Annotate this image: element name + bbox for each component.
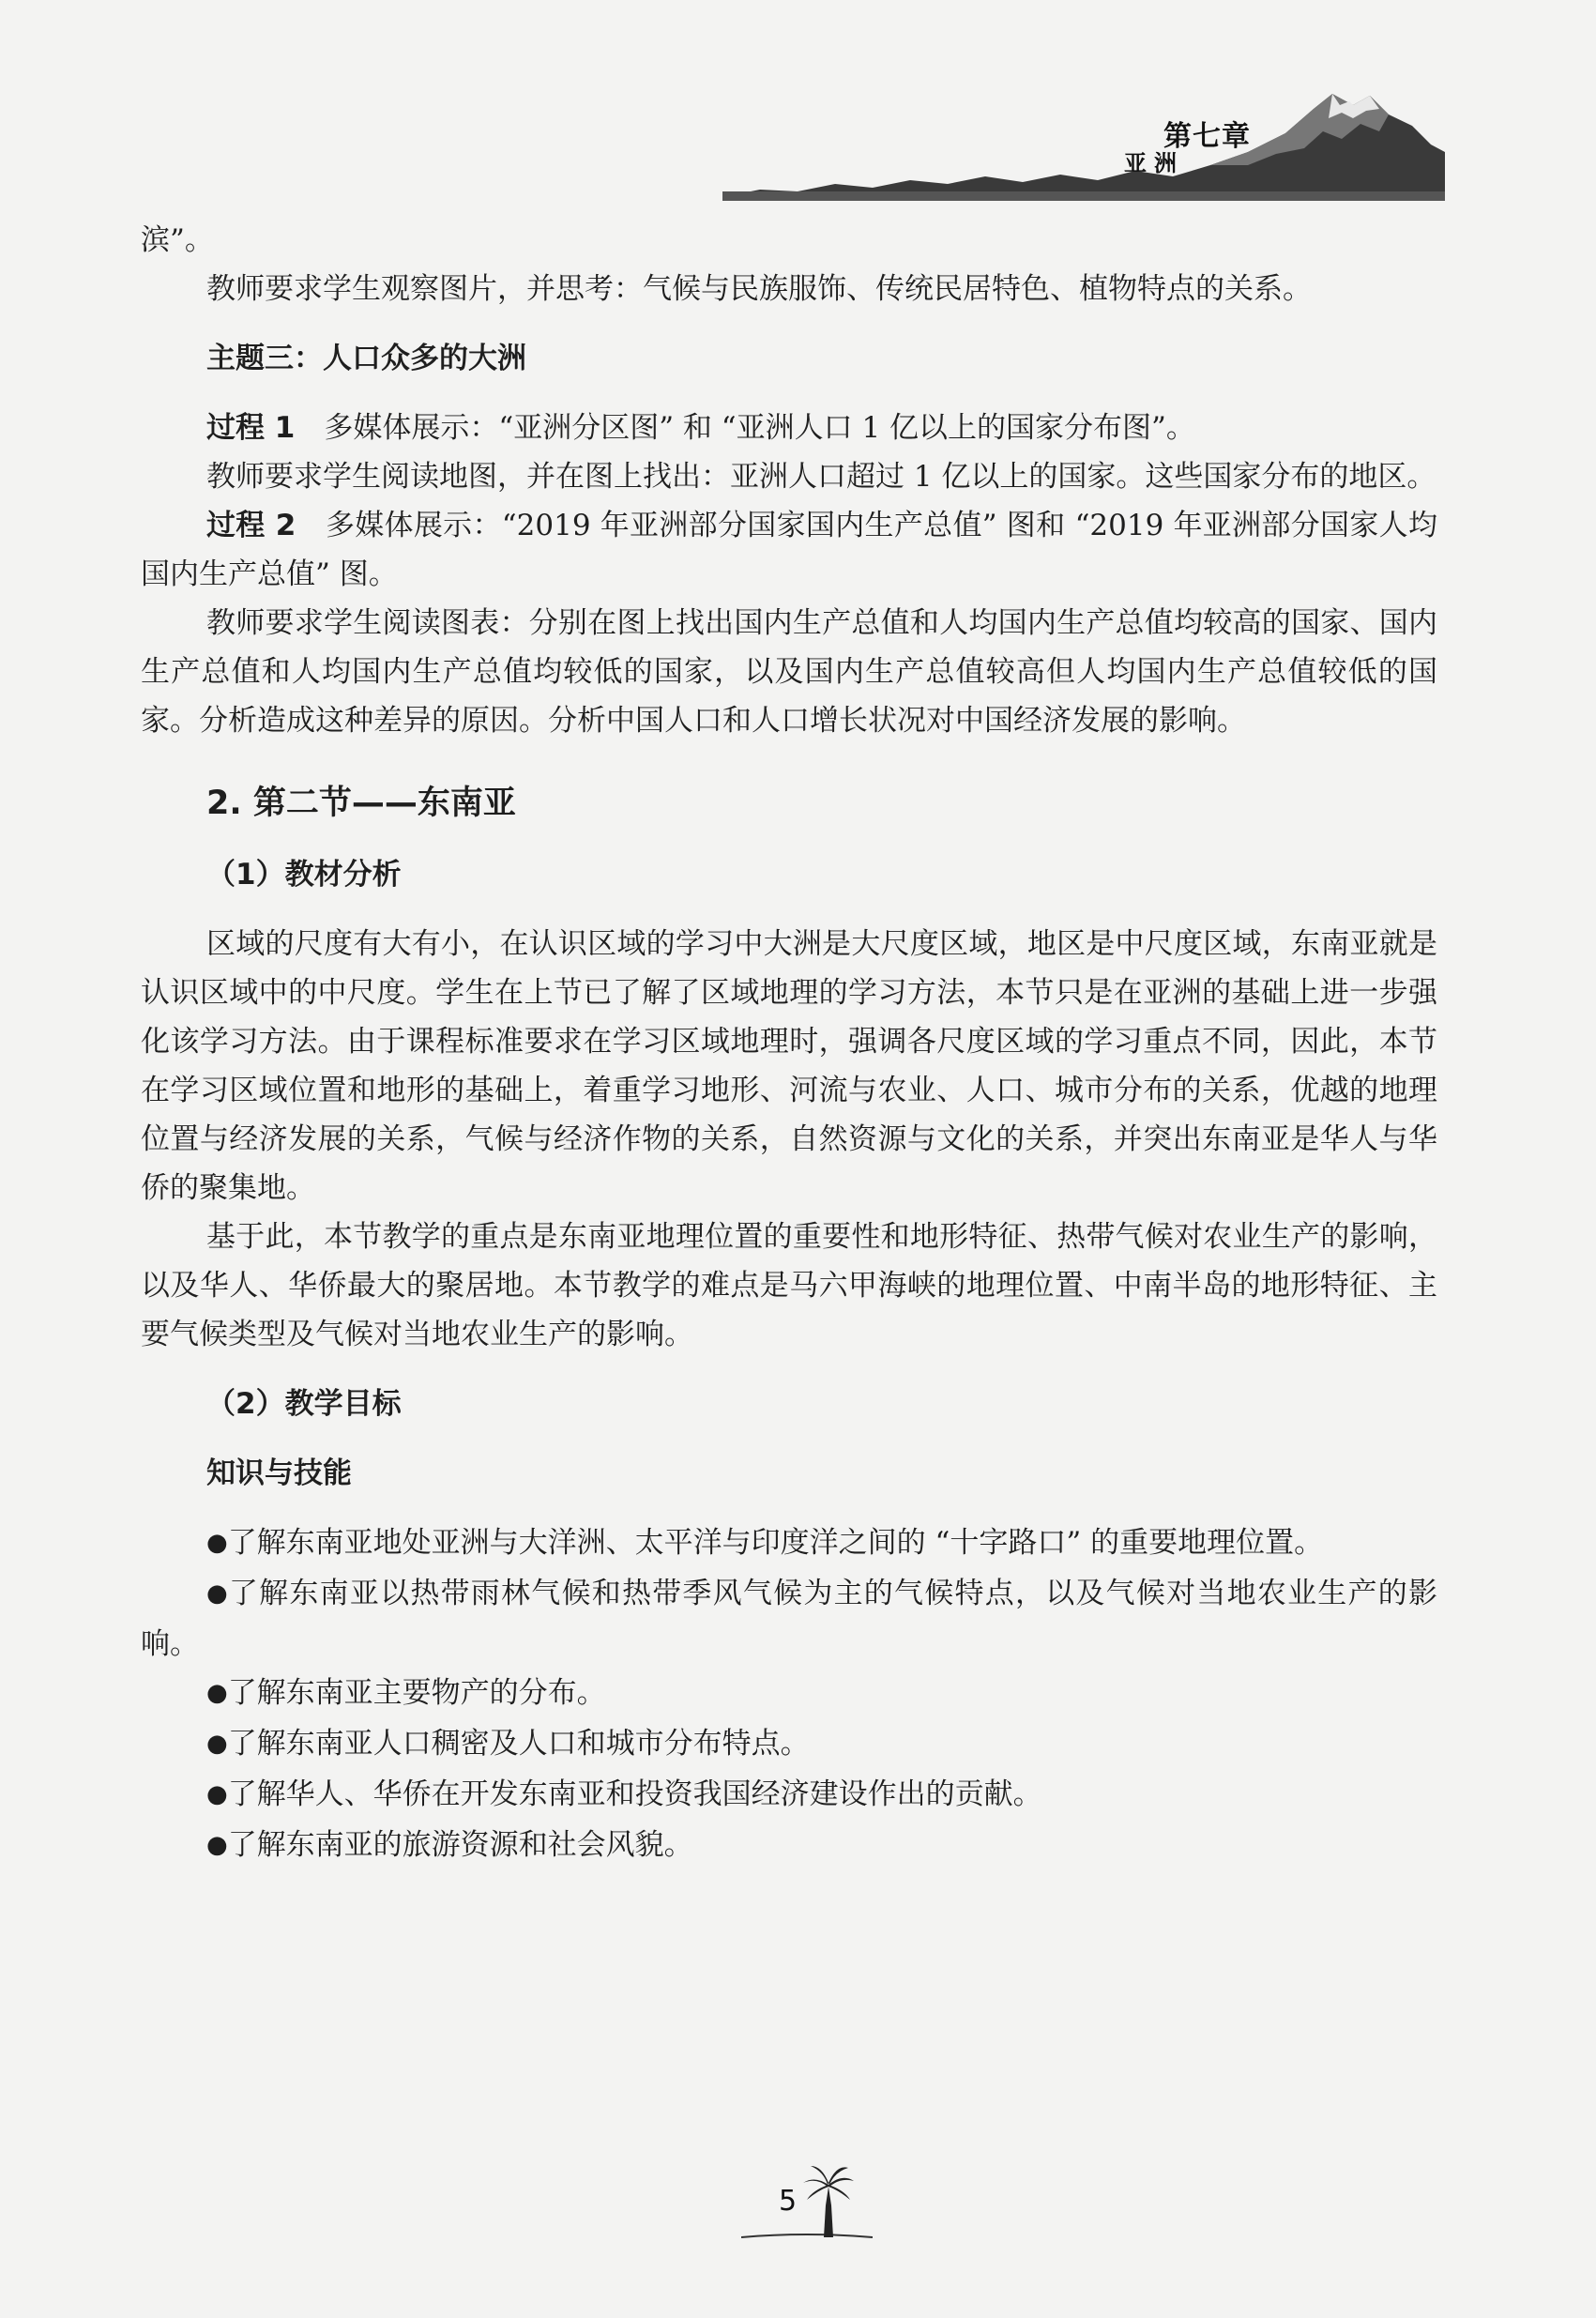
bullet-icon: ●: [206, 1730, 228, 1758]
subsection-heading: （1）教材分析: [206, 858, 402, 892]
chapter-header: [722, 86, 1445, 204]
paragraph: 教师要求学生阅读地图，并在图上找出：亚洲人口超过 1 亿以上的国家。这些国家分布的地区。: [206, 460, 1436, 494]
process-text: 多媒体展示：“2019 年亚洲部分国家国内生产总值” 图和 “2019 年亚洲部分国家人均国内生产总值” 图。: [141, 509, 1437, 591]
process-paragraph: [141, 501, 1437, 599]
list-item: ●了解东南亚主要物产的分布。: [206, 1676, 606, 1710]
section-heading: 2. 第二节——东南亚: [206, 785, 516, 822]
knowledge-heading: 知识与技能: [206, 1456, 352, 1490]
bullet-icon: ●: [206, 1780, 228, 1808]
main-content: [141, 216, 1437, 1871]
topic-heading: 主题三：人口众多的大洲: [206, 342, 526, 375]
bullet-icon: ●: [206, 1831, 228, 1859]
process-paragraph: [141, 404, 1437, 452]
list-item: ●了解东南亚人口稠密及人口和城市分布特点。: [206, 1727, 810, 1761]
process-label: 过程 2: [206, 509, 296, 542]
paragraph: 滨”。: [141, 223, 214, 257]
list-item: ●了解东南亚地处亚洲与大洋洲、太平洋与印度洋之间的 “十字路口” 的重要地理位置。: [206, 1526, 1324, 1560]
list-item: ●了解东南亚以热带雨林气候和热带季风气候为主的气候特点，以及气候对当地农业生产的影响。: [141, 1577, 1437, 1661]
paragraph: 教师要求学生观察图片，并思考：气候与民族服饰、传统民居特色、植物特点的关系。: [206, 272, 1312, 306]
paragraph: 区域的尺度有大有小，在认识区域的学习中大洲是大尺度区域，地区是中尺度区域，东南亚就是认识区域中的中尺度。学生在上节已了解了区域地理的学习方法，本节只是在亚洲的基础上进一步强化该学习方法。由于课程标准要求在学习区域地理时，强调各尺度区域的学习重点不同，因此，本节在学习区域位置和地形的基础上，着重学习地形、河流与农业、人口、城市分布的关系，优越的地理位置与经济发展的关系，气候与经济作物的关系，自然资源与文化的关系，并突出东南亚是华人与华侨的聚集地。: [141, 927, 1437, 1205]
bullet-icon: ●: [206, 1529, 228, 1557]
process-label: 过程 1: [206, 411, 296, 445]
subsection-heading: （2）教学目标: [206, 1387, 402, 1421]
bullet-icon: ●: [206, 1579, 229, 1608]
mountain-banner-icon: [722, 86, 1445, 204]
bullet-icon: ●: [206, 1679, 228, 1707]
paragraph: 基于此，本节教学的重点是东南亚地理位置的重要性和地形特征、热带气候对农业生产的影响，以及华人、华侨最大的聚居地。本节教学的难点是马六甲海峡的地理位置、中南半岛的地形特征、主要气候类型及气候对当地农业生产的影响。: [141, 1220, 1437, 1351]
paragraph: 教师要求学生阅读图表：分别在图上找出国内生产总值和人均国内生产总值均较高的国家、国内生产总值和人均国内生产总值均较低的国家，以及国内生产总值较高但人均国内生产总值较低的国家。分析造成这种差异的原因。分析中国人口和人口增长状况对中国经济发展的影响。: [141, 606, 1437, 738]
palm-tree-icon: [741, 2158, 873, 2243]
chapter-title: 第七章: [1163, 120, 1251, 153]
list-item: ●了解东南亚的旅游资源和社会风貌。: [206, 1828, 693, 1862]
list-item: ●了解华人、华侨在开发东南亚和投资我国经济建设作出的贡献。: [206, 1777, 1042, 1811]
process-text: 多媒体展示：“亚洲分区图” 和 “亚洲人口 1 亿以上的国家分布图”。: [324, 411, 1195, 445]
chapter-subtitle: 亚洲: [1124, 150, 1184, 176]
page-number: 5: [779, 2185, 798, 2218]
page-footer: [741, 2158, 873, 2243]
